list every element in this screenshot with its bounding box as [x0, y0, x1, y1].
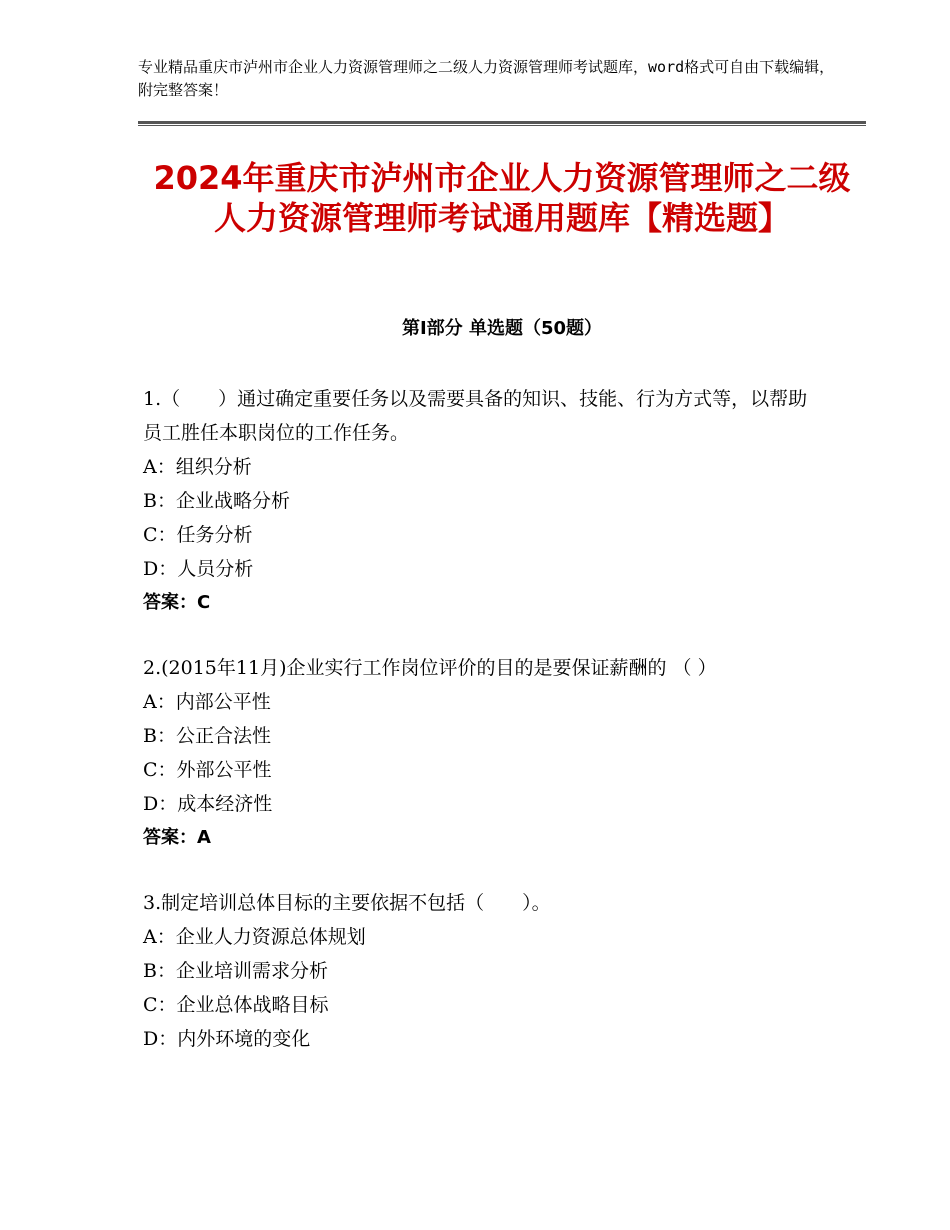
header-divider — [138, 121, 866, 126]
question-1 — [143, 382, 823, 620]
option-d: D：内外环境的变化 — [143, 1028, 311, 1050]
question-list — [143, 382, 823, 1087]
answer: 答案：C — [143, 592, 211, 613]
question-stem: 3.制定培训总体目标的主要依据不包括（ ）。 — [143, 892, 551, 914]
option-c: C：外部公平性 — [143, 759, 272, 781]
answer: 答案：A — [143, 827, 211, 848]
section-title: 第Ⅰ部分 单选题（50题） — [401, 318, 602, 339]
option-b: B：企业战略分析 — [143, 490, 290, 512]
option-a: A：内部公平性 — [143, 691, 271, 713]
option-a: A：企业人力资源总体规划 — [143, 926, 366, 948]
question-2 — [143, 651, 823, 855]
option-a: A：组织分析 — [143, 456, 252, 478]
option-b: B：公正合法性 — [143, 725, 271, 747]
option-d: D：人员分析 — [143, 558, 254, 580]
document-title: 2024年重庆市泸州市企业人力资源管理师之二级人力资源管理师考试通用题库【精选题】 — [153, 159, 851, 237]
option-c: C：任务分析 — [143, 524, 253, 546]
option-d: D：成本经济性 — [143, 793, 273, 815]
option-c: C：企业总体战略目标 — [143, 994, 329, 1016]
option-b: B：企业培训需求分析 — [143, 960, 328, 982]
question-stem: 1.（ ）通过确定重要任务以及需要具备的知识、技能、行为方式等，以帮助员工胜任本职岗位的工作任务。 — [143, 388, 808, 444]
question-stem: 2.(2015年11月)企业实行工作岗位评价的目的是要保证薪酬的 （ ） — [143, 657, 717, 679]
header-note: 专业精品重庆市泸州市企业人力资源管理师之二级人力资源管理师考试题库，word格式可自由下载编辑，附完整答案！ — [138, 58, 835, 99]
question-3 — [143, 886, 823, 1056]
